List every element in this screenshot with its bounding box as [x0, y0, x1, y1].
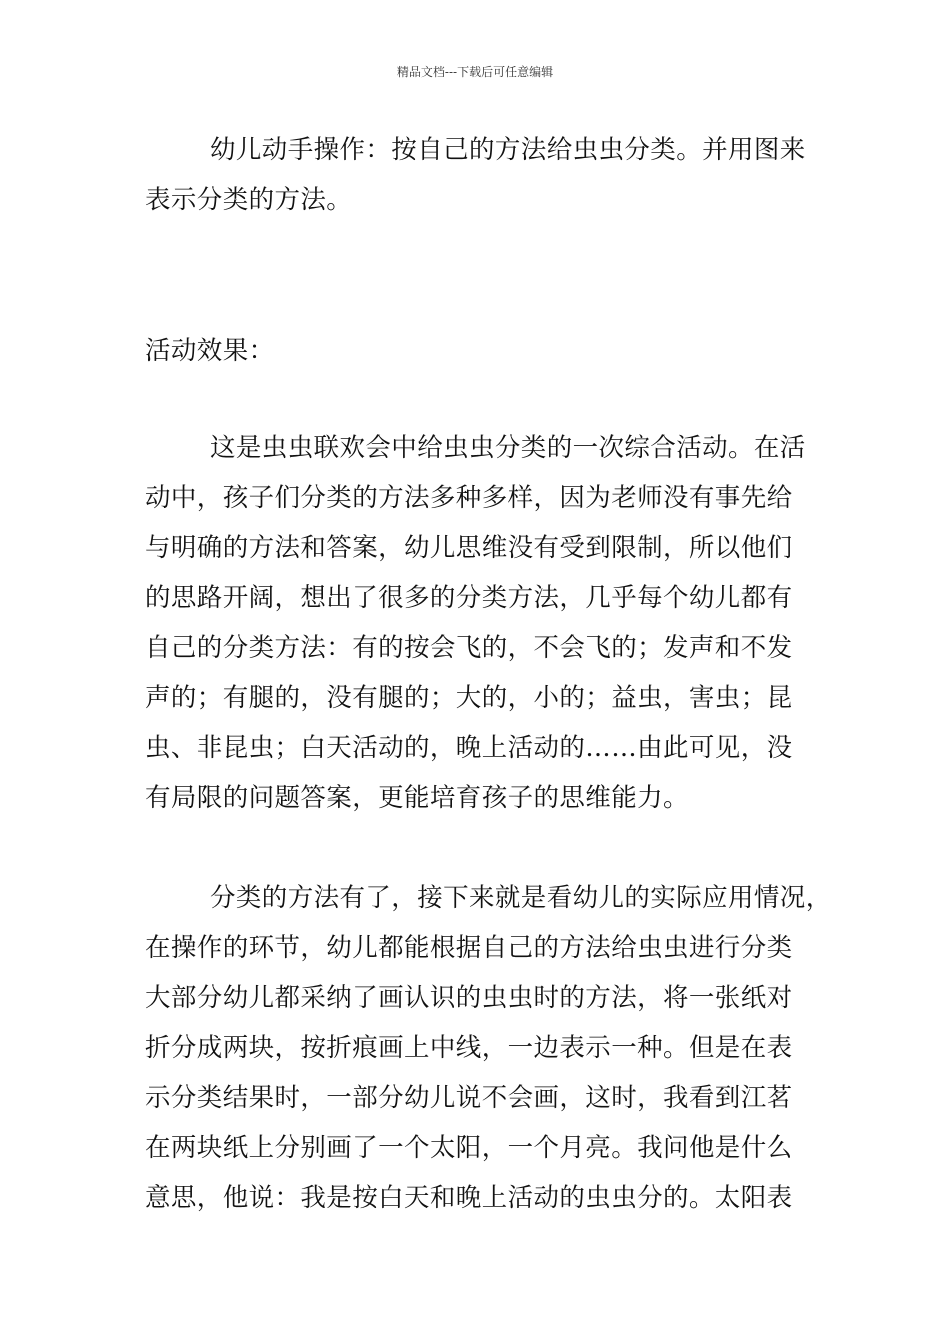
- paragraph-3-line-8: 有局限的问题答案，更能培育孩子的思维能力。: [145, 783, 689, 813]
- paragraph-3-line-4: 的思路开阔，想出了很多的分类方法，几乎每个幼儿都有: [145, 583, 793, 613]
- paragraph-4-line-3: 大部分幼儿都采纳了画认识的虫虫时的方法，将一张纸对: [145, 983, 793, 1013]
- paragraph-3-line-7: 虫、非昆虫；白天活动的，晚上活动的……由此可见，没: [145, 733, 793, 763]
- paragraph-1-line-2: 表示分类的方法。: [145, 185, 353, 215]
- paragraph-1-line-1: 幼儿动手操作：按自己的方法给虫虫分类。并用图来: [210, 135, 806, 165]
- paragraph-3-line-1: 这是虫虫联欢会中给虫虫分类的一次综合活动。在活: [210, 433, 806, 463]
- section-heading-activity-effect: 活动效果：: [145, 336, 275, 366]
- paragraph-3-line-2: 动中，孩子们分类的方法多种多样，因为老师没有事先给: [145, 483, 793, 513]
- paragraph-4-line-5: 示分类结果时，一部分幼儿说不会画，这时，我看到江茗: [145, 1083, 793, 1113]
- paragraph-4-line-7: 意思，他说：我是按白天和晚上活动的虫虫分的。太阳表: [145, 1183, 793, 1213]
- paragraph-4-line-2: 在操作的环节，幼儿都能根据自己的方法给虫虫进行分类: [145, 933, 793, 963]
- paragraph-3-line-3: 与明确的方法和答案，幼儿思维没有受到限制，所以他们: [145, 533, 793, 563]
- page-header: 精品文档---下载后可任意编辑: [396, 65, 554, 79]
- paragraph-4-line-6: 在两块纸上分别画了一个太阳，一个月亮。我问他是什么: [145, 1133, 793, 1163]
- paragraph-3-line-6: 声的；有腿的，没有腿的；大的，小的；益虫，害虫；昆: [145, 683, 793, 713]
- paragraph-4-line-1: 分类的方法有了，接下来就是看幼儿的实际应用情况，: [210, 883, 832, 913]
- paragraph-4-line-4: 折分成两块，按折痕画上中线，一边表示一种。但是在表: [145, 1033, 793, 1063]
- paragraph-3-line-5: 自己的分类方法：有的按会飞的，不会飞的；发声和不发: [145, 633, 793, 663]
